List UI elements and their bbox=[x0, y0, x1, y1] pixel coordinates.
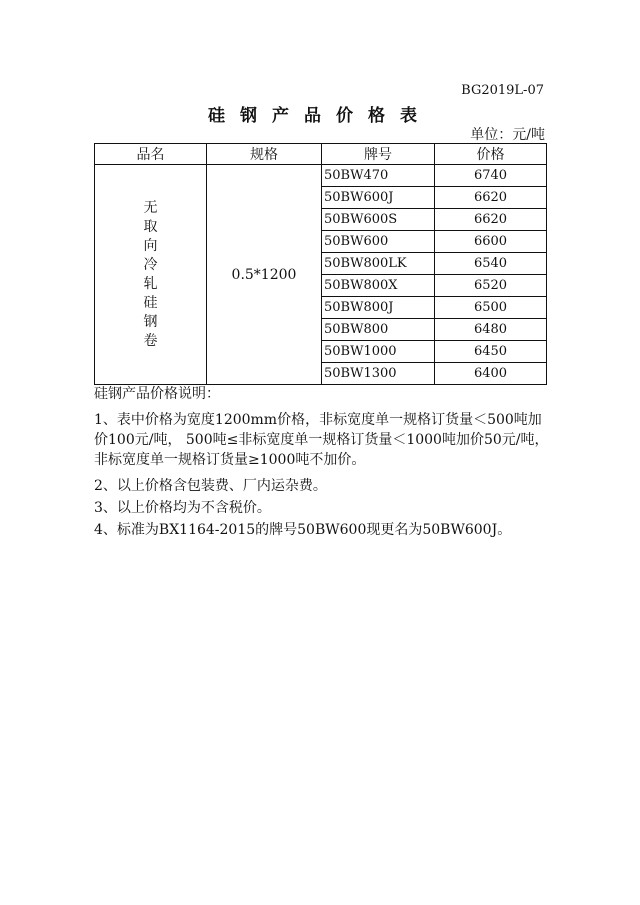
header-spec: 规格 bbox=[207, 144, 322, 165]
product-name-char: 硅 bbox=[143, 294, 158, 311]
product-name-char: 钢 bbox=[143, 313, 158, 330]
brand-cell: 50BW800J bbox=[322, 297, 435, 319]
header-brand: 牌号 bbox=[322, 144, 435, 165]
product-name-char: 取 bbox=[143, 218, 158, 235]
brand-cell: 50BW800X bbox=[322, 275, 435, 297]
product-name-char: 卷 bbox=[143, 332, 158, 349]
unit-label: 单位：元/吨 bbox=[470, 127, 545, 143]
brand-cell: 50BW600 bbox=[322, 231, 435, 253]
brand-cell: 50BW470 bbox=[322, 165, 435, 187]
brand-cell: 50BW600S bbox=[322, 209, 435, 231]
price-cell: 6620 bbox=[435, 209, 547, 231]
brand-cell: 50BW800LK bbox=[322, 253, 435, 275]
header-product-name: 品名 bbox=[95, 144, 207, 165]
product-name-char: 冷 bbox=[143, 256, 158, 273]
price-cell: 6520 bbox=[435, 275, 547, 297]
table-header-row bbox=[95, 144, 547, 165]
price-cell: 6450 bbox=[435, 341, 547, 363]
price-cell: 6540 bbox=[435, 253, 547, 275]
price-notes bbox=[94, 384, 554, 540]
price-table bbox=[94, 143, 547, 385]
notes-heading: 硅钢产品价格说明： bbox=[94, 386, 220, 402]
page-title: 硅钢产品价格表 bbox=[208, 106, 432, 126]
brand-cell: 50BW1000 bbox=[322, 341, 435, 363]
product-name-char: 轧 bbox=[143, 275, 158, 292]
header-price: 价格 bbox=[435, 144, 547, 165]
brand-cell: 50BW1300 bbox=[322, 363, 435, 385]
table-row bbox=[95, 165, 547, 187]
brand-cell: 50BW800 bbox=[322, 319, 435, 341]
price-cell: 6600 bbox=[435, 231, 547, 253]
price-cell: 6620 bbox=[435, 187, 547, 209]
price-cell: 6400 bbox=[435, 363, 547, 385]
price-cell: 6740 bbox=[435, 165, 547, 187]
note-item: 3、以上价格均为不含税价。 bbox=[94, 500, 271, 516]
price-cell: 6500 bbox=[435, 297, 547, 319]
document-code: BG2019L-07 bbox=[461, 83, 544, 98]
product-name-char: 向 bbox=[143, 237, 158, 254]
note-item: 1、表中价格为宽度1200mm价格，非标宽度单一规格订货量＜500吨加价100元/吨， 500吨≤非标宽度单一规格订货量＜1000吨加价50元/吨，非标宽度单一规格订货量≥1000吨不加价。 bbox=[94, 412, 549, 468]
product-name-cell bbox=[95, 165, 207, 385]
brand-cell: 50BW600J bbox=[322, 187, 435, 209]
product-name-char: 无 bbox=[143, 199, 158, 216]
price-cell: 6480 bbox=[435, 319, 547, 341]
note-item: 2、以上价格含包装费、厂内运杂费。 bbox=[94, 478, 327, 494]
note-item: 4、标准为BX1164-2015的牌号50BW600现更名为50BW600J。 bbox=[94, 522, 512, 538]
spec-cell: 0.5*1200 bbox=[207, 165, 322, 385]
